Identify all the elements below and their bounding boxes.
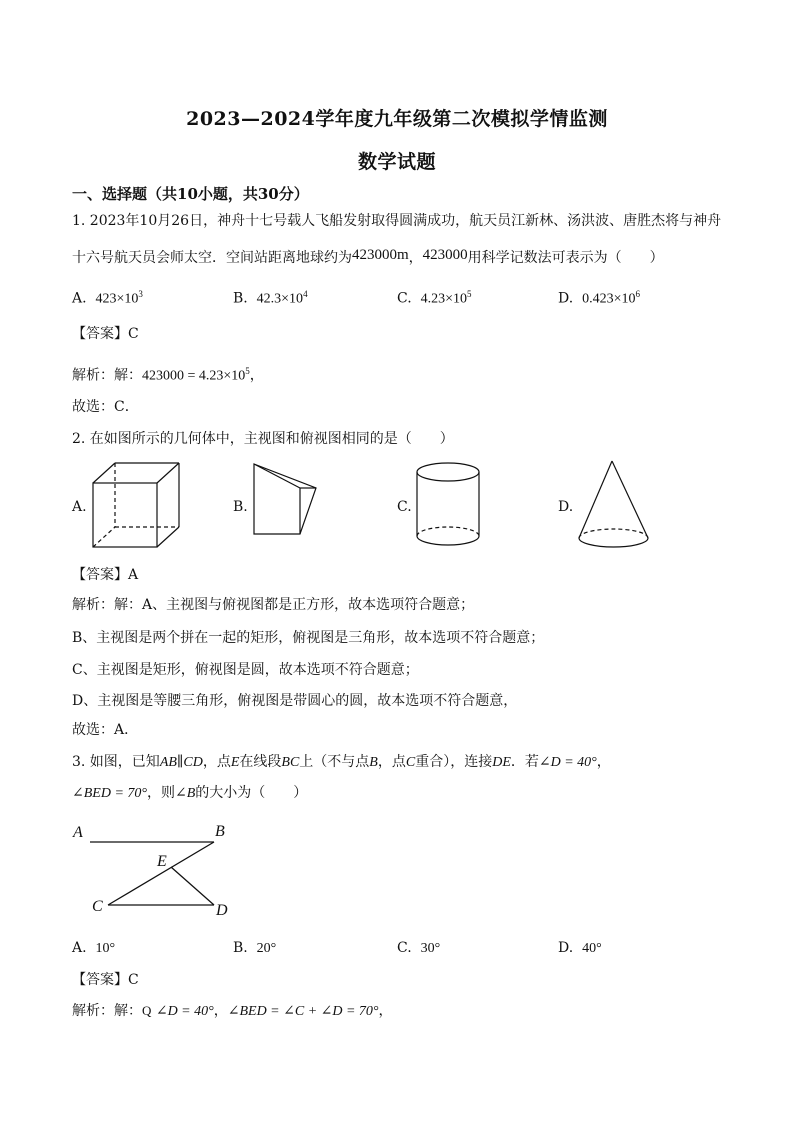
q1-answer: 【答案】C	[72, 326, 139, 342]
option-value: 30°	[420, 941, 441, 956]
q3-text: 在线段	[239, 754, 282, 770]
point-c-label: C	[92, 898, 103, 915]
q3-math: AB∥CD	[159, 755, 203, 770]
q2-analysis-line2: B、主视图是两个拼在一起的矩形，俯视图是三角形，故本选项不符合题意；	[72, 630, 545, 646]
exam-title: 2023—2024学年度九年级第二次模拟学情监测	[186, 108, 608, 130]
analysis-punct: ，	[213, 1003, 228, 1019]
q1-option-c	[397, 289, 471, 308]
q1-text: 十六号航天员会师太空．空间站距离地球约为	[72, 250, 352, 266]
point-b-label: B	[215, 823, 225, 840]
point-e-label: E	[157, 853, 167, 870]
q1-text: 用科学记数法可表示为（ ）	[467, 250, 664, 266]
option-key: C.	[397, 290, 412, 307]
analysis-exp: 5	[245, 366, 250, 376]
q3-stem-line1	[72, 753, 611, 772]
q2-analysis-line3: C、主视图是矩形，俯视图是圆，故本选项不符合题意；	[72, 662, 419, 678]
q3-text: ，点	[377, 754, 406, 770]
analysis-math: ∠BED = ∠C + ∠D = 70°	[227, 1004, 379, 1019]
segment-bc	[108, 842, 214, 905]
q3-stem-line2	[72, 784, 307, 803]
q3-answer: 【答案】C	[72, 972, 139, 988]
q1-option-d	[558, 289, 640, 308]
q1-stem-line2	[72, 246, 664, 267]
q3-analysis	[72, 1002, 393, 1021]
analysis-punct: ，	[378, 1003, 393, 1019]
q2-figure-label-d: D.	[558, 499, 574, 515]
analysis-punct: ，	[249, 367, 264, 384]
q3-text: ，	[596, 754, 611, 770]
option-base: 42.3×10	[256, 291, 304, 307]
section-heading: 一、选择题（共10小题，共30分）	[72, 185, 309, 203]
option-exp: 5	[466, 289, 472, 299]
q3-text: 上（不与点	[299, 754, 370, 770]
q1-conclusion: 故选：C．	[72, 399, 139, 415]
q1-stem-line1: 1. 2023年10月26日，神舟十七号载人飞船发射取得圆满成功，航天员江新林、汤洪波、唐胜杰将与神舟	[72, 213, 722, 229]
option-key: D.	[558, 940, 574, 956]
cube-figure	[90, 460, 182, 552]
point-d-label: D	[216, 902, 228, 919]
q3-text: ，则	[147, 785, 175, 801]
q3-text: 重合），连接	[415, 754, 493, 770]
q2-stem: 2. 在如图所示的几何体中，主视图和俯视图相同的是（ ）	[72, 431, 454, 447]
option-key: A.	[72, 940, 87, 956]
q3-text: 的大小为（ ）	[195, 785, 308, 801]
q2-conclusion: 故选：A．	[72, 722, 139, 738]
q3-text: ，点	[202, 754, 231, 770]
triangular-prism-figure	[250, 460, 320, 540]
q3-math: ∠B	[175, 786, 196, 801]
cone-figure	[575, 458, 653, 554]
q1-distance: 423000m	[352, 247, 409, 263]
q1-option-b	[233, 289, 308, 308]
analysis-math: ∠D = 40°	[155, 1004, 214, 1019]
option-base: 423×10	[95, 291, 139, 307]
q2-figure-label-b: B.	[233, 499, 248, 515]
q1-option-a	[72, 289, 143, 308]
option-base: 0.423×10	[582, 291, 636, 307]
option-value: 20°	[256, 941, 277, 956]
exam-subtitle: 数学试题	[357, 151, 436, 173]
q3-text: 3. 如图，已知	[72, 754, 160, 770]
analysis-label: 解析：解：	[72, 367, 142, 384]
option-key: D.	[558, 290, 574, 307]
because-symbol: Q	[142, 1003, 152, 1018]
parallel-lines-figure	[70, 818, 240, 922]
q3-option-d	[558, 940, 602, 957]
option-key: A.	[72, 290, 87, 307]
option-base: 4.23×10	[420, 291, 467, 307]
option-exp: 6	[635, 289, 640, 299]
q3-option-b	[233, 940, 276, 957]
q3-option-a	[72, 940, 115, 957]
q2-analysis-line1: 解析：解：A、主视图与俯视图都是正方形，故本选项符合题意；	[72, 597, 475, 613]
option-exp: 3	[138, 289, 143, 299]
q3-math: C	[405, 755, 416, 770]
q2-figure-label-a: A.	[72, 499, 87, 515]
cylinder-figure	[413, 460, 483, 552]
q3-math: DE	[492, 755, 511, 770]
q2-figure-label-c: C.	[397, 499, 412, 515]
q1-text: ，	[408, 250, 423, 266]
q3-math: BC	[281, 755, 300, 770]
q3-math: ∠BED = 70°	[72, 786, 147, 801]
segment-ed	[171, 867, 214, 905]
q3-option-c	[397, 940, 440, 957]
q3-math: ∠D = 40°	[538, 755, 597, 770]
q3-math: E	[230, 755, 240, 770]
q3-text: ．若	[510, 754, 539, 770]
q3-math: B	[369, 755, 378, 770]
option-key: C.	[397, 940, 412, 956]
point-a-label: A	[73, 824, 83, 841]
analysis-label: 解析：解：	[72, 1003, 142, 1019]
option-key: B.	[233, 290, 248, 307]
option-exp: 4	[303, 289, 308, 299]
q2-answer: 【答案】A	[72, 567, 139, 583]
q2-analysis-line4: D、主视图是等腰三角形，俯视图是带圆心的圆，故本选项不符合题意，	[72, 693, 518, 709]
option-value: 10°	[95, 941, 116, 956]
option-value: 40°	[582, 941, 602, 956]
analysis-expression: 423000 = 4.23×10	[142, 368, 246, 384]
q1-analysis	[72, 362, 264, 386]
option-key: B.	[233, 940, 248, 956]
q1-number: 423000	[422, 247, 468, 263]
